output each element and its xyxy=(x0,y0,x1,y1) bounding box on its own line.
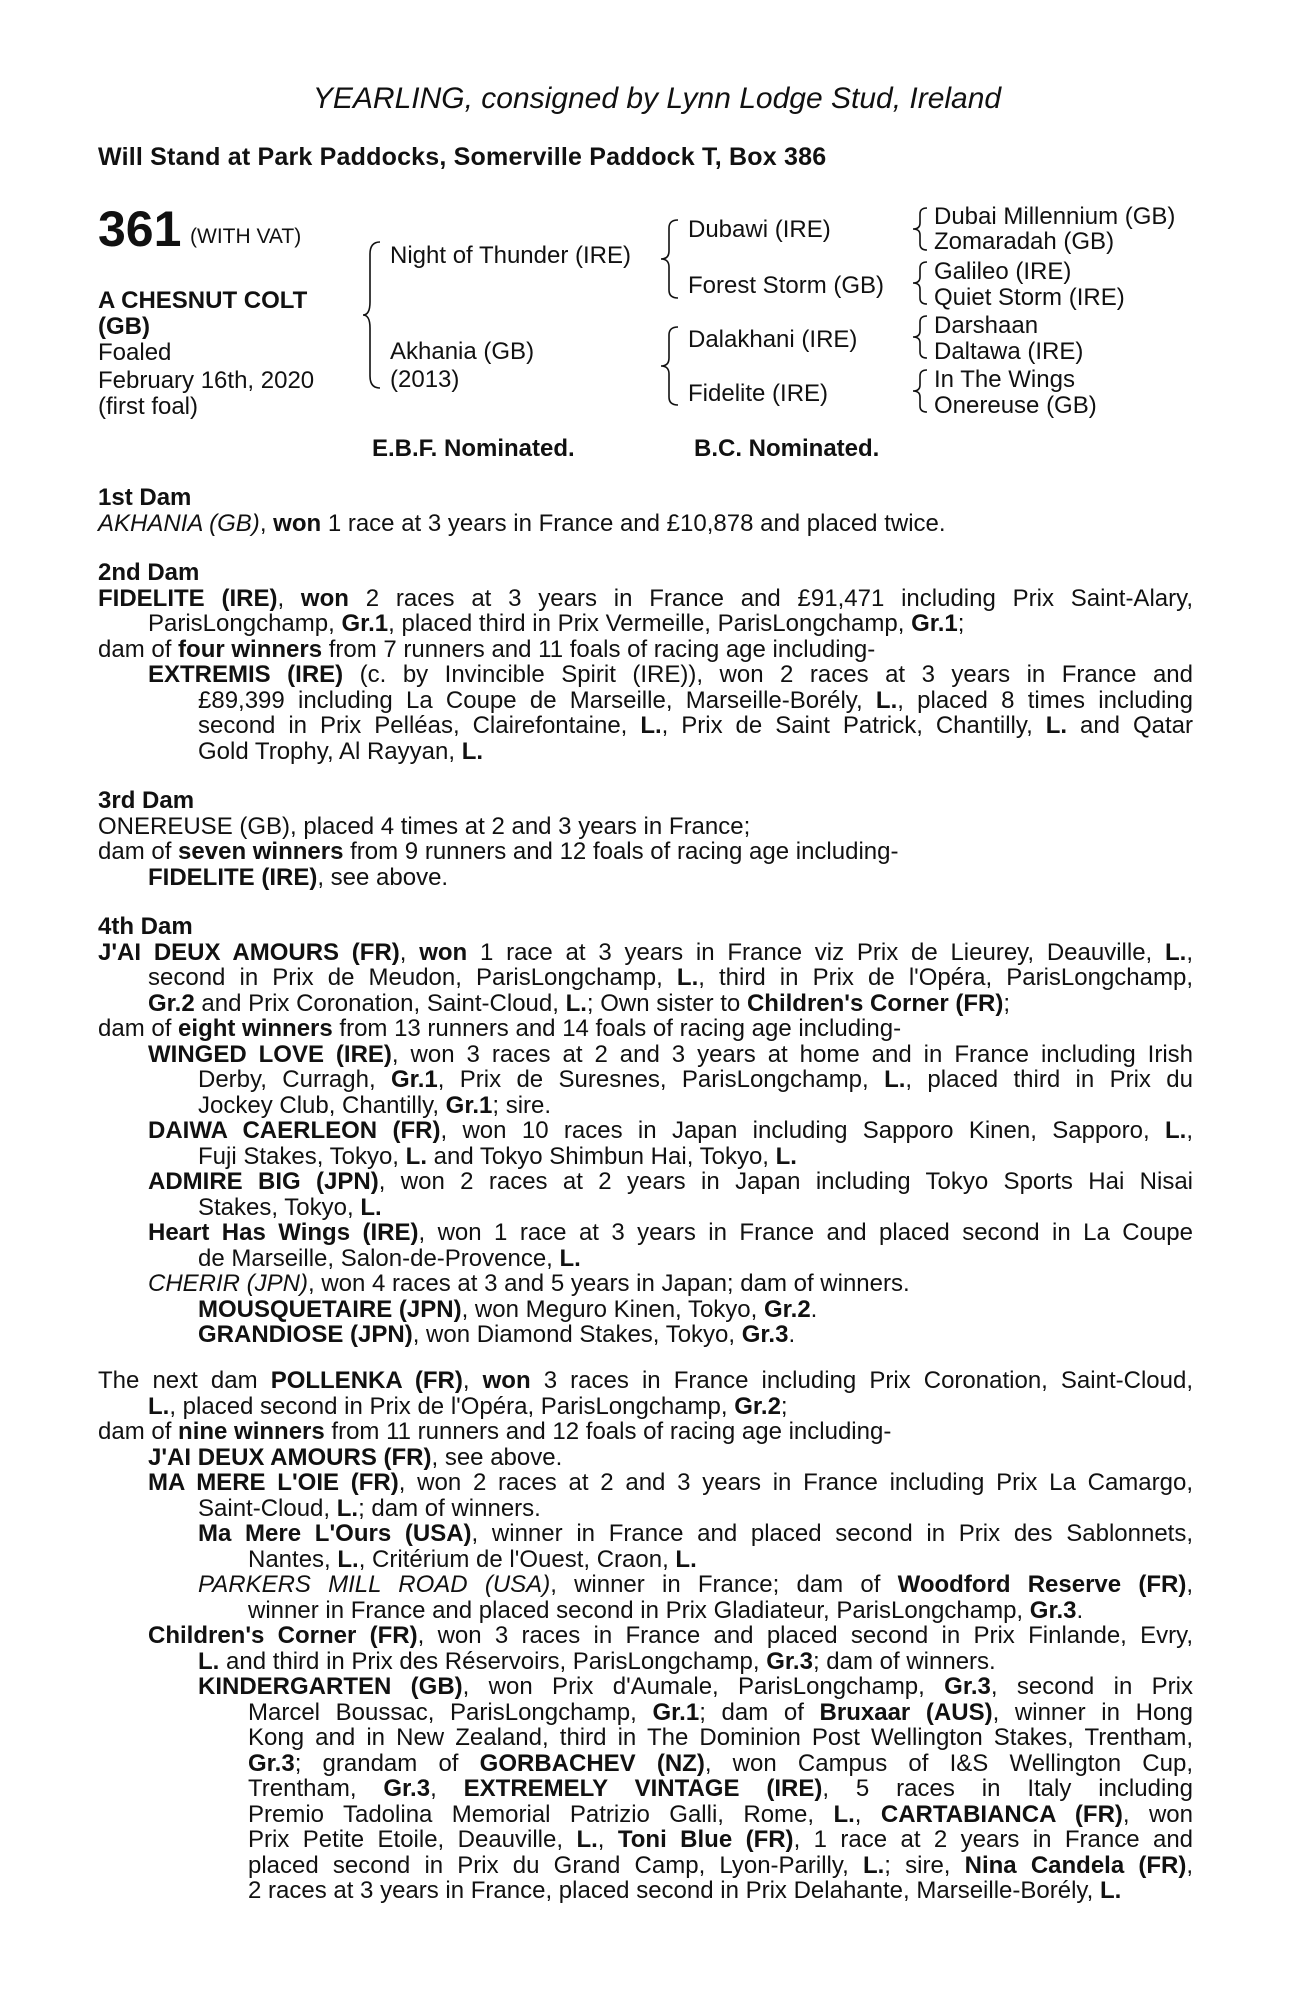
second-dam-line: dam of four winners from 7 runners and 11 foals of racing age including- xyxy=(98,635,876,663)
fourth-dam-line: DAIWA CAERLEON (FR), won 10 races in Japan including Sapporo Kinen, Sapporo, L., xyxy=(148,1117,1193,1144)
fourth-dam-line: Stakes, Tokyo, L. xyxy=(198,1193,382,1221)
foaled-date: February 16th, 2020 xyxy=(98,367,315,394)
pedigree-sire-dam: Forest Storm (GB) xyxy=(688,272,885,299)
lot-number: 361 xyxy=(98,201,182,257)
pedigree-brace-sd xyxy=(912,260,930,306)
fourth-dam-line: Fuji Stakes, Tokyo, L. and Tokyo Shimbun Hai, Tokyo, L. xyxy=(198,1142,797,1170)
pedigree-sss: Dubai Millennium (GB) xyxy=(934,203,1176,230)
pedigree-brace-dam xyxy=(660,325,682,407)
next-dam-line: Gr.3; grandam of GORBACHEV (NZ), won Campus of I&S Wellington Cup, xyxy=(248,1749,1193,1777)
fourth-dam-line: MOUSQUETAIRE (JPN), won Meguro Kinen, Tokyo, Gr.2. xyxy=(198,1295,818,1323)
vat-note: (WITH VAT) xyxy=(190,225,302,248)
pedigree-dam-sire: Dalakhani (IRE) xyxy=(688,326,858,353)
next-dam-line: PARKERS MILL ROAD (USA), winner in France; dam of Woodford Reserve (FR), xyxy=(198,1571,1193,1598)
next-dam-line: KINDERGARTEN (GB), won Prix d'Aumale, ParisLongchamp, Gr.3, second in Prix xyxy=(198,1673,1193,1700)
second-dam-line: second in Prix Pelléas, Clairefontaine, L., Prix de Saint Patrick, Chantilly, L. and Qatar xyxy=(198,712,1194,739)
next-dam-line: L., placed second in Prix de l'Opéra, ParisLongchamp, Gr.2; xyxy=(148,1392,788,1420)
pedigree-dds: In The Wings xyxy=(934,366,1075,393)
fourth-dam-heading: 4th Dam xyxy=(98,913,193,940)
next-dam-line: Children's Corner (FR), won 3 races in France and placed second in Prix Finlande, Evry, xyxy=(148,1622,1194,1649)
next-dam-line: placed second in Prix du Grand Camp, Lyon-Parilly, L.; sire, Nina Candela (FR), xyxy=(248,1851,1194,1879)
next-dam-line: Prix Petite Etoile, Deauville, L., Toni Blue (FR), 1 race at 2 years in France and xyxy=(248,1826,1194,1853)
first-dam-section xyxy=(98,485,1193,536)
catalogue-header: YEARLING, consigned by Lynn Lodge Stud, Ireland xyxy=(312,82,1002,115)
first-dam-heading: 1st Dam xyxy=(98,484,192,511)
lot-description: A CHESNUT COLT xyxy=(98,287,308,314)
fourth-dam-line: ADMIRE BIG (JPN), won 2 races at 2 years in Japan including Tokyo Sports Hai Nisai xyxy=(148,1168,1194,1195)
second-dam-line: Gold Trophy, Al Rayyan, L. xyxy=(198,737,484,765)
third-dam-heading: 3rd Dam xyxy=(98,787,195,814)
fourth-dam-line: Derby, Curragh, Gr.1, Prix de Suresnes, ParisLongchamp, L., placed third in Prix du xyxy=(198,1066,1193,1093)
ebf-nominated: E.B.F. Nominated. xyxy=(372,435,575,462)
pedigree-dam-year: (2013) xyxy=(390,366,460,393)
next-dam-line: Nantes, L., Critérium de l'Ouest, Craon, L. xyxy=(248,1545,697,1573)
fourth-dam-line: J'AI DEUX AMOURS (FR), won 1 race at 3 years in France viz Prix de Lieurey, Deauville, L., xyxy=(98,938,1193,966)
third-dam-line: ONEREUSE (GB), placed 4 times at 2 and 3 years in France; xyxy=(98,812,751,840)
next-dam-line: Saint-Cloud, L.; dam of winners. xyxy=(198,1494,541,1522)
second-dam-line: ParisLongchamp, Gr.1, placed third in Prix Vermeille, ParisLongchamp, Gr.1; xyxy=(148,610,965,637)
next-dam-line: Trentham, Gr.3, EXTREMELY VINTAGE (IRE), 5 races in Italy including xyxy=(248,1775,1193,1802)
fourth-dam-line: WINGED LOVE (IRE), won 3 races at 2 and 3 years at home and in France including Irish xyxy=(148,1040,1193,1068)
fourth-dam-line: second in Prix de Meudon, ParisLongchamp, L., third in Prix de l'Opéra, ParisLongchamp, xyxy=(148,964,1193,991)
pedigree-dss: Darshaan xyxy=(934,312,1039,339)
next-dam-line: Premio Tadolina Memorial Patrizio Galli, Rome, L., CARTABIANCA (FR), won xyxy=(248,1800,1194,1828)
fourth-dam-line: dam of eight winners from 13 runners and 14 foals of racing age including- xyxy=(98,1015,902,1042)
pedigree-dam-dam: Fidelite (IRE) xyxy=(688,380,829,407)
second-dam-line: £89,399 including La Coupe de Marseille, Marseille-Borély, L., placed 8 times including xyxy=(198,686,1194,714)
fourth-dam-section xyxy=(98,914,1193,1348)
next-dam-line: dam of nine winners from 11 runners and 12 foals of racing age including- xyxy=(98,1418,892,1445)
next-dam-line: Marcel Boussac, ParisLongchamp, Gr.1; dam of Bruxaar (AUS), winner in Hong xyxy=(248,1698,1193,1726)
second-dam-line: EXTREMIS (IRE) (c. by Invincible Spirit (IRE)), won 2 races at 3 years in France and xyxy=(148,661,1193,688)
second-dam-heading: 2nd Dam xyxy=(98,559,200,586)
fourth-dam-line: CHERIR (JPN), won 4 races at 3 and 5 years in Japan; dam of winners. xyxy=(148,1270,910,1297)
pedigree-brace-ss xyxy=(912,206,930,252)
next-dam-line: winner in France and placed second in Prix Gladiateur, ParisLongchamp, Gr.3. xyxy=(248,1596,1084,1624)
pedigree-brace-dd xyxy=(912,368,930,414)
first-foal-note: (first foal) xyxy=(98,393,199,420)
fourth-dam-line: GRANDIOSE (JPN), won Diamond Stakes, Tokyo, Gr.3. xyxy=(198,1321,796,1348)
foaled-label: Foaled xyxy=(98,339,172,366)
next-dam-line: J'AI DEUX AMOURS (FR), see above. xyxy=(148,1443,563,1471)
first-dam-line: AKHANIA (GB), won 1 race at 3 years in France and £10,878 and placed twice. xyxy=(98,509,946,537)
bc-nominated: B.C. Nominated. xyxy=(694,435,880,462)
pedigree-sds: Galileo (IRE) xyxy=(934,258,1072,285)
third-dam-section xyxy=(98,788,1193,890)
pedigree-sdd: Quiet Storm (IRE) xyxy=(934,284,1125,311)
pedigree-dsd: Daltawa (IRE) xyxy=(934,338,1084,365)
pedigree-ddd: Onereuse (GB) xyxy=(934,392,1097,419)
pedigree-brace-ds xyxy=(912,314,930,360)
third-dam-line: FIDELITE (IRE), see above. xyxy=(148,863,449,891)
fourth-dam-line: Jockey Club, Chantilly, Gr.1; sire. xyxy=(198,1091,552,1119)
lot-country: (GB) xyxy=(98,313,150,340)
third-dam-line: dam of seven winners from 9 runners and 12 foals of racing age including- xyxy=(98,838,899,865)
pedigree-brace-main xyxy=(362,240,384,390)
pedigree-brace-sire xyxy=(660,218,682,300)
next-dam-line: The next dam POLLENKA (FR), won 3 races in France including Prix Coronation, Saint-Cloud, xyxy=(98,1367,1193,1394)
pedigree-sire-sire: Dubawi (IRE) xyxy=(688,216,831,243)
pedigree-dam: Akhania (GB) xyxy=(390,338,535,365)
next-dam-section xyxy=(98,1368,1193,1904)
second-dam-section xyxy=(98,560,1193,764)
fourth-dam-line: Heart Has Wings (IRE), won 1 race at 3 years in France and placed second in La Coupe xyxy=(148,1219,1193,1246)
second-dam-line: FIDELITE (IRE), won 2 races at 3 years in France and £91,471 including Prix Saint-Alary, xyxy=(98,584,1193,612)
fourth-dam-line: Gr.2 and Prix Coronation, Saint-Cloud, L.; Own sister to Children's Corner (FR); xyxy=(148,989,1011,1017)
fourth-dam-line: de Marseille, Salon-de-Provence, L. xyxy=(198,1244,581,1272)
next-dam-line: L. and third in Prix des Réservoirs, ParisLongchamp, Gr.3; dam of winners. xyxy=(198,1647,996,1675)
next-dam-line: MA MERE L'OIE (FR), won 2 races at 2 and 3 years in France including Prix La Camargo, xyxy=(148,1469,1193,1496)
next-dam-line: 2 races at 3 years in France, placed second in Prix Delahante, Marseille-Borély, L. xyxy=(248,1877,1122,1904)
pedigree-ssd: Zomaradah (GB) xyxy=(934,228,1115,255)
pedigree-sire: Night of Thunder (IRE) xyxy=(390,242,631,269)
next-dam-line: Ma Mere L'Ours (USA), winner in France and placed second in Prix des Sablonnets, xyxy=(198,1520,1194,1547)
next-dam-line: Kong and in New Zealand, third in The Dominion Post Wellington Stakes, Trentham, xyxy=(248,1724,1193,1751)
stabling-location: Will Stand at Park Paddocks, Somerville Paddock T, Box 386 xyxy=(98,143,827,171)
